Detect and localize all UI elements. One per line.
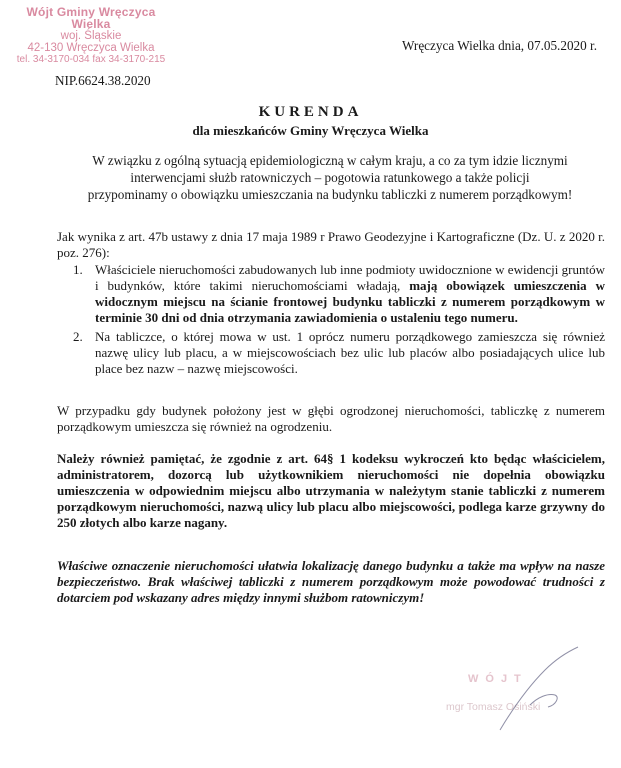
signature-stamp-word: WÓJT xyxy=(468,673,528,685)
stamp-line-1: Wójt Gminy Wręczyca Wielka xyxy=(26,5,156,31)
handwritten-signature-icon xyxy=(430,635,605,750)
obligations-list xyxy=(57,262,605,380)
intro-line-2: interwencjami służb ratowniczych – pogotowia ratunkowego a także policji xyxy=(130,170,530,185)
document-title: KURENDA xyxy=(258,104,363,120)
intro-paragraph xyxy=(50,152,610,203)
penalty-paragraph: Należy również pamiętać, że zgodnie z art. 64§ 1 kodeksu wykroczeń kto będąc właścicielem, administratorem, dozorcą lub użytkownikiem nieruchomości nie dopełnia obowiązku umieszczenia w odpowiednim miejscu albo utrzymania w należytym stanie tabliczki z numerem porządkowym nieruchomości, nazwą ulicy lub placu albo miejscowości, podlega karze grzywny do 250 złotych albo karze nagany. xyxy=(57,451,605,530)
list-item xyxy=(57,329,605,377)
signature-block xyxy=(430,635,605,750)
legal-basis-paragraph: Jak wynika z art. 47b ustawy z dnia 17 maja 1989 r Prawo Geodezyjne i Kartograficzne (Dz. U. z 2020 r. poz. 276): xyxy=(57,229,605,260)
document-date: Wręczyca Wielka dnia, 07.05.2020 r. xyxy=(402,38,597,53)
signatory-name: mgr Tomasz Osiński xyxy=(446,701,541,713)
list-number: 1. xyxy=(73,262,83,277)
list-item-text: Właściciele nieruchomości zabudowanych lub inne podmioty uwidocznione w ewidencji gruntów i budynków, które takimi nieruchomościami władają, xyxy=(95,262,605,293)
list-item xyxy=(57,262,605,326)
intro-line-1: W związku z ogólną sytuacją epidemiologiczną w całym kraju, a co za tym idzie licznymi xyxy=(92,153,568,168)
stamp-line-3: 42-130 Wręczyca Wielka xyxy=(27,42,155,54)
fence-paragraph: W przypadku gdy budynek położony jest w głębi ogrodzonej nieruchomości, tabliczkę z numerem porządkowym umieszcza się również na ogrodzeniu. xyxy=(57,403,605,434)
list-item-bold-text: mają obowiązek umieszczenia w widocznym miejscu na ścianie frontowej budynku tabliczki z numerem porządkowym w terminie 30 dni od dnia otrzymania zawiadomienia o ustaleniu tego numeru. xyxy=(95,278,605,325)
document-subtitle: dla mieszkańców Gminy Wręczyca Wielka xyxy=(192,123,429,138)
stamp-line-4: tel. 34-3170-034 fax 34-3170-215 xyxy=(16,54,166,65)
list-number: 2. xyxy=(73,329,83,344)
list-item-text: Na tabliczce, o której mowa w ust. 1 oprócz numeru porządkowego zamieszcza się również nazwę ulicy lub placu, a w miejscowościach bez ulic lub placów albo posiadających ulice lub place bez nazw – nazwę miejscowości. xyxy=(95,329,605,376)
intro-line-3: przypominamy o obowiązku umieszczania na budynku tabliczki z numerem porządkowym! xyxy=(87,187,573,202)
closing-paragraph: Właściwe oznaczenie nieruchomości ułatwia lokalizację danego budynku a także ma wpływ na nasze bezpieczeństwo. Brak właściwej tabliczki z numerem porządkowym może powodować trudności z dotarciem pod wskazany adres między innymi służbom ratowniczym! xyxy=(57,558,605,605)
stamp-line-2: woj. Śląskie xyxy=(60,30,122,42)
reference-number: NIP.6624.38.2020 xyxy=(55,73,151,88)
office-stamp xyxy=(6,6,176,66)
